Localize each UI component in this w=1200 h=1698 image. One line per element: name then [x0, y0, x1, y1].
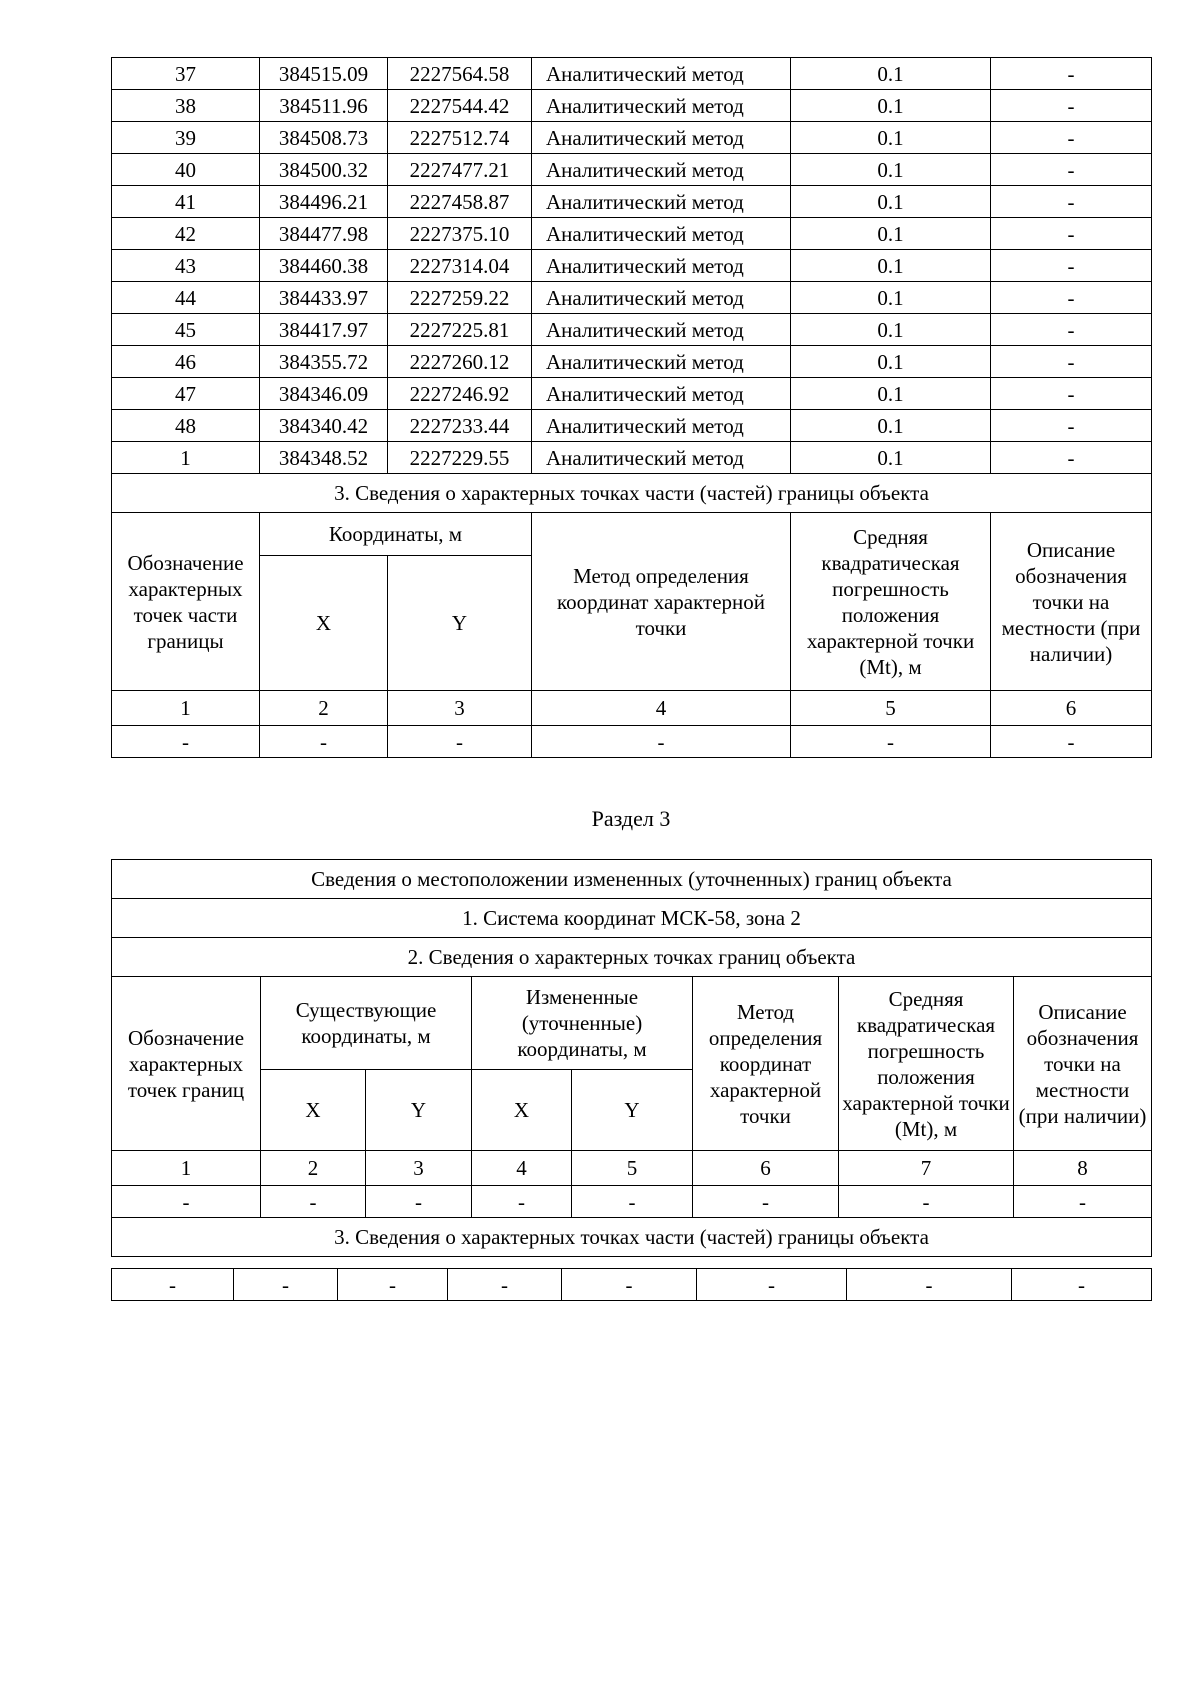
- header-x: X: [260, 556, 388, 691]
- method-cell: Аналитический метод: [532, 282, 791, 314]
- part-section-title: 3. Сведения о характерных точках части (частей) границы объекта: [112, 1218, 1152, 1257]
- coordinate-system: 1. Система координат МСК-58, зона 2: [112, 899, 1152, 938]
- point-number: 44: [112, 282, 260, 314]
- point-number: 46: [112, 346, 260, 378]
- empty-cell: -: [791, 726, 991, 758]
- column-number: 4: [472, 1151, 572, 1186]
- header-designation: Обозначение характерных точек части границы: [112, 513, 260, 691]
- method-cell: Аналитический метод: [532, 122, 791, 154]
- description-cell: -: [991, 186, 1152, 218]
- mt-cell: 0.1: [791, 282, 991, 314]
- method-cell: Аналитический метод: [532, 218, 791, 250]
- empty-cell: -: [338, 1269, 448, 1301]
- coordinate-row: [112, 58, 1152, 90]
- y-coordinate: 2227564.58: [388, 58, 532, 90]
- mt-cell: 0.1: [791, 346, 991, 378]
- description-cell: -: [991, 90, 1152, 122]
- column-number: 5: [791, 691, 991, 726]
- header-x-existing: X: [261, 1070, 366, 1151]
- column-number: 2: [260, 691, 388, 726]
- point-number: 45: [112, 314, 260, 346]
- empty-cell: -: [697, 1269, 847, 1301]
- header-desc: Описание обозначения точки на местности (при наличии): [1014, 977, 1152, 1151]
- column-number: 4: [532, 691, 791, 726]
- point-number: 38: [112, 90, 260, 122]
- method-cell: Аналитический метод: [532, 378, 791, 410]
- empty-cell: -: [234, 1269, 338, 1301]
- empty-cell: -: [847, 1269, 1012, 1301]
- point-number: 43: [112, 250, 260, 282]
- column-number: 8: [1014, 1151, 1152, 1186]
- column-number: 6: [991, 691, 1152, 726]
- header-mt: Средняя квадратическая погрешность положения характерной точки (Mt), м: [791, 513, 991, 691]
- mt-cell: 0.1: [791, 442, 991, 474]
- y-coordinate: 2227544.42: [388, 90, 532, 122]
- empty-cell: -: [112, 726, 260, 758]
- coordinate-row: [112, 282, 1152, 314]
- changed-boundaries-table: [111, 859, 1152, 1257]
- table-title: Сведения о местоположении измененных (уточненных) границ объекта: [112, 860, 1152, 899]
- x-coordinate: 384500.32: [260, 154, 388, 186]
- header-y: Y: [388, 556, 532, 691]
- point-number: 47: [112, 378, 260, 410]
- empty-cell: -: [112, 1186, 261, 1218]
- empty-cell: -: [693, 1186, 839, 1218]
- empty-cell: -: [261, 1186, 366, 1218]
- x-coordinate: 384511.96: [260, 90, 388, 122]
- x-coordinate: 384496.21: [260, 186, 388, 218]
- mt-cell: 0.1: [791, 122, 991, 154]
- y-coordinate: 2227259.22: [388, 282, 532, 314]
- x-coordinate: 384477.98: [260, 218, 388, 250]
- description-cell: -: [991, 346, 1152, 378]
- column-number: 2: [261, 1151, 366, 1186]
- header-coords: Координаты, м: [260, 513, 532, 556]
- coordinate-row: [112, 314, 1152, 346]
- mt-cell: 0.1: [791, 154, 991, 186]
- column-number: 3: [388, 691, 532, 726]
- y-coordinate: 2227229.55: [388, 442, 532, 474]
- method-cell: Аналитический метод: [532, 58, 791, 90]
- y-coordinate: 2227314.04: [388, 250, 532, 282]
- mt-cell: 0.1: [791, 250, 991, 282]
- y-coordinate: 2227375.10: [388, 218, 532, 250]
- x-coordinate: 384433.97: [260, 282, 388, 314]
- empty-cell: -: [572, 1186, 693, 1218]
- points-title: 2. Сведения о характерных точках границ объекта: [112, 938, 1152, 977]
- empty-cell: -: [839, 1186, 1014, 1218]
- coordinate-row: [112, 90, 1152, 122]
- mt-cell: 0.1: [791, 58, 991, 90]
- coordinate-row: [112, 442, 1152, 474]
- y-coordinate: 2227246.92: [388, 378, 532, 410]
- point-number: 42: [112, 218, 260, 250]
- method-cell: Аналитический метод: [532, 154, 791, 186]
- coordinate-row: [112, 186, 1152, 218]
- header-mt: Средняя квадратическая погрешность положения характерной точки (Mt), м: [839, 977, 1014, 1151]
- column-number: 7: [839, 1151, 1014, 1186]
- description-cell: -: [991, 250, 1152, 282]
- header-x-changed: X: [472, 1070, 572, 1151]
- header-designation: Обозначение характерных точек границ: [112, 977, 261, 1151]
- x-coordinate: 384508.73: [260, 122, 388, 154]
- x-coordinate: 384346.09: [260, 378, 388, 410]
- empty-cell: -: [388, 726, 532, 758]
- method-cell: Аналитический метод: [532, 442, 791, 474]
- x-coordinate: 384348.52: [260, 442, 388, 474]
- method-cell: Аналитический метод: [532, 410, 791, 442]
- point-number: 41: [112, 186, 260, 218]
- point-number: 40: [112, 154, 260, 186]
- description-cell: -: [991, 154, 1152, 186]
- header-existing: Существующие координаты, м: [261, 977, 472, 1070]
- empty-cell: -: [562, 1269, 697, 1301]
- mt-cell: 0.1: [791, 90, 991, 122]
- coordinate-row: [112, 378, 1152, 410]
- description-cell: -: [991, 282, 1152, 314]
- x-coordinate: 384355.72: [260, 346, 388, 378]
- coordinates-table: [111, 57, 1152, 758]
- part-points-table: [111, 1268, 1152, 1301]
- method-cell: Аналитический метод: [532, 90, 791, 122]
- y-coordinate: 2227512.74: [388, 122, 532, 154]
- y-coordinate: 2227477.21: [388, 154, 532, 186]
- empty-cell: -: [1014, 1186, 1152, 1218]
- header-y-existing: Y: [366, 1070, 472, 1151]
- empty-cell: -: [1012, 1269, 1152, 1301]
- description-cell: -: [991, 410, 1152, 442]
- empty-cell: -: [448, 1269, 562, 1301]
- point-number: 48: [112, 410, 260, 442]
- method-cell: Аналитический метод: [532, 186, 791, 218]
- coordinates-rows: [112, 58, 1152, 474]
- empty-cell: -: [532, 726, 791, 758]
- empty-cell: -: [366, 1186, 472, 1218]
- x-coordinate: 384417.97: [260, 314, 388, 346]
- column-number: 6: [693, 1151, 839, 1186]
- empty-cell: -: [472, 1186, 572, 1218]
- y-coordinate: 2227225.81: [388, 314, 532, 346]
- column-number: 3: [366, 1151, 472, 1186]
- description-cell: -: [991, 442, 1152, 474]
- mt-cell: 0.1: [791, 314, 991, 346]
- section-title: Раздел 3: [591, 806, 671, 831]
- column-number: 5: [572, 1151, 693, 1186]
- mt-cell: 0.1: [791, 186, 991, 218]
- y-coordinate: 2227260.12: [388, 346, 532, 378]
- method-cell: Аналитический метод: [532, 250, 791, 282]
- empty-cell: -: [112, 1269, 234, 1301]
- coordinate-row: [112, 410, 1152, 442]
- header-desc: Описание обозначения точки на местности (при наличии): [991, 513, 1152, 691]
- coordinate-row: [112, 122, 1152, 154]
- mt-cell: 0.1: [791, 378, 991, 410]
- method-cell: Аналитический метод: [532, 314, 791, 346]
- x-coordinate: 384340.42: [260, 410, 388, 442]
- point-number: 39: [112, 122, 260, 154]
- coordinate-row: [112, 154, 1152, 186]
- part-section-title: 3. Сведения о характерных точках части (частей) границы объекта: [112, 474, 1152, 513]
- empty-cell: -: [991, 726, 1152, 758]
- header-method: Метод определения координат характерной точки: [532, 513, 791, 691]
- point-number: 1: [112, 442, 260, 474]
- mt-cell: 0.1: [791, 218, 991, 250]
- header-y-changed: Y: [572, 1070, 693, 1151]
- y-coordinate: 2227233.44: [388, 410, 532, 442]
- description-cell: -: [991, 218, 1152, 250]
- description-cell: -: [991, 58, 1152, 90]
- x-coordinate: 384515.09: [260, 58, 388, 90]
- description-cell: -: [991, 378, 1152, 410]
- x-coordinate: 384460.38: [260, 250, 388, 282]
- point-number: 37: [112, 58, 260, 90]
- coordinate-row: [112, 250, 1152, 282]
- y-coordinate: 2227458.87: [388, 186, 532, 218]
- description-cell: -: [991, 314, 1152, 346]
- header-changed: Измененные (уточненные) координаты, м: [472, 977, 693, 1070]
- description-cell: -: [991, 122, 1152, 154]
- header-method: Метод определения координат характерной точки: [693, 977, 839, 1151]
- column-number: 1: [112, 1151, 261, 1186]
- method-cell: Аналитический метод: [532, 346, 791, 378]
- empty-cell: -: [260, 726, 388, 758]
- coordinate-row: [112, 218, 1152, 250]
- mt-cell: 0.1: [791, 410, 991, 442]
- coordinate-row: [112, 346, 1152, 378]
- column-number: 1: [112, 691, 260, 726]
